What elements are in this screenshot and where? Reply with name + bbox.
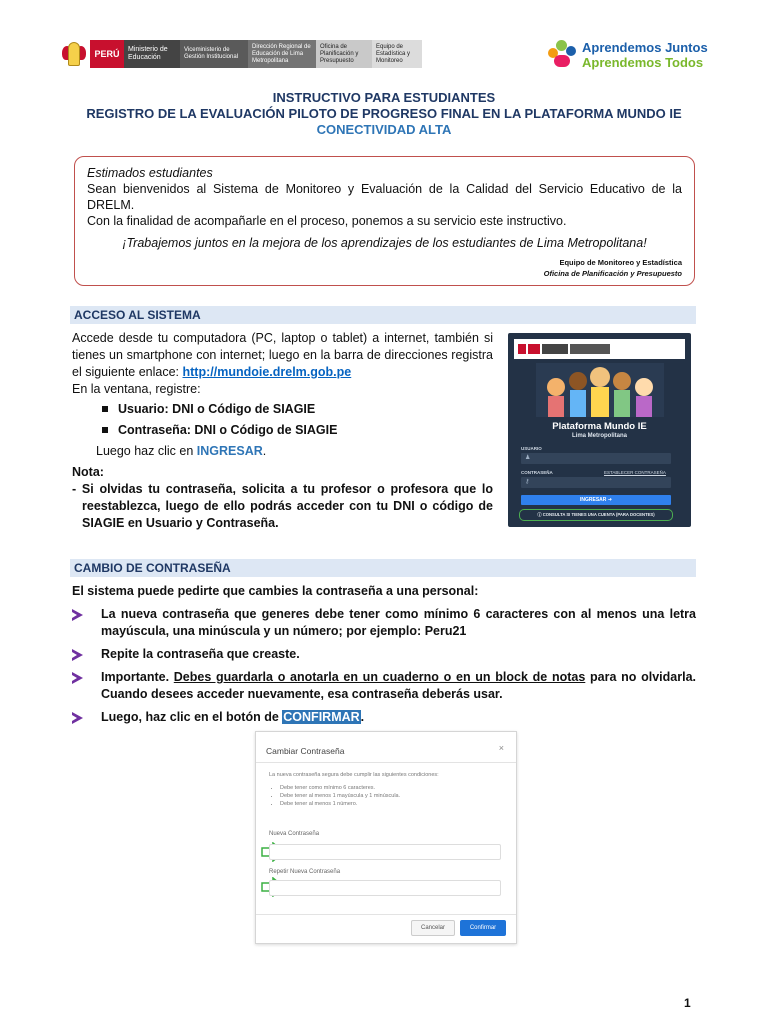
close-icon[interactable]: ×	[498, 743, 504, 753]
oficina-label: Oficina de Planificación y Presupuesto	[316, 40, 372, 68]
welcome-motto: ¡Trabajemos juntos en la mejora de los aprendizajes de los estudiantes de Lima Metropolitana!	[122, 236, 647, 250]
purple-arrow-icon	[72, 672, 83, 684]
repeat-password-input[interactable]	[269, 880, 501, 896]
peru-coat-of-arms-icon	[62, 40, 86, 68]
login-topbar	[514, 339, 685, 359]
dialog-title: Cambiar Contraseña	[266, 746, 345, 756]
item3-label: Importante.	[101, 670, 170, 684]
list-item: • Debe tener al menos 1 mayúscula y 1 minúscula.	[280, 792, 400, 800]
viceministerio-label: Viceministerio de Gestión Institucional	[180, 40, 248, 68]
login-pass-field[interactable]	[521, 477, 671, 488]
credentials-list	[102, 401, 493, 439]
welcome-greeting: Estimados estudiantes	[87, 166, 213, 180]
ingresar-instruction	[96, 443, 493, 460]
ingresar-pre: Luego haz clic en	[96, 444, 197, 458]
title-line-2: REGISTRO DE LA EVALUACIÓN PILOTO DE PROGRESO FINAL EN LA PLATAFORMA MUNDO IE	[86, 106, 682, 121]
list-item	[72, 646, 696, 663]
login-platform-subtitle: Lima Metropolitana	[571, 433, 627, 439]
ingresar-word: INGRESAR	[196, 444, 263, 458]
purple-arrow-icon	[72, 609, 83, 621]
ministerio-label: Ministerio de Educación	[124, 40, 180, 68]
nota-label: Nota:	[72, 465, 104, 479]
purple-arrow-icon	[72, 712, 83, 724]
login-user-field[interactable]	[521, 453, 671, 464]
repeat-password-label: Repetir Nueva Contraseña	[269, 869, 341, 875]
login-pass-label: CONTRASEÑA	[521, 470, 553, 475]
bullet-contrasena: Contraseña: DNI o Código de SIAGIE	[118, 423, 338, 437]
list-item	[72, 669, 696, 703]
item3-underlined: Debes guardarla o anotarla en un cuaderno o en un block de notas	[173, 670, 586, 684]
welcome-box	[74, 156, 695, 286]
title-line-3: CONECTIVIDAD ALTA	[316, 122, 452, 137]
section-heading-acceso: ACCESO AL SISTEMA	[70, 306, 696, 324]
aprendemos-juntos-logo	[548, 38, 714, 72]
cambio-intro: El sistema puede pedirte que cambies la contraseña a una personal:	[72, 584, 479, 598]
item4-pre: Luego, haz clic en el botón de	[101, 710, 283, 724]
login-user-label: USUARIO	[521, 446, 542, 451]
peru-label: PERÚ	[90, 40, 124, 68]
signature-line-2: Oficina de Planificación y Presupuesto	[543, 269, 682, 278]
login-ingresar-button[interactable]: INGRESAR ➜	[521, 495, 671, 505]
acceso-register-label: En la ventana, registre:	[72, 382, 201, 396]
signature-line-1: Equipo de Monitoreo y Estadística	[559, 258, 682, 267]
cambio-content	[72, 583, 696, 732]
section-heading-cambio: CAMBIO DE CONTRASEÑA	[70, 559, 696, 577]
square-bullet-icon	[102, 427, 108, 433]
acceso-content	[72, 330, 493, 532]
ingresar-post: .	[262, 444, 267, 458]
mundoie-link[interactable]: http://mundoie.drelm.gob.pe	[182, 365, 352, 379]
document-titles	[0, 90, 768, 138]
mini-drelm-logo	[570, 344, 610, 354]
welcome-paragraph-1: Sean bienvenidos al Sistema de Monitoreo y Evaluación de la Calidad del Servicio Educativo de la DRELM.	[87, 182, 682, 212]
list-item: • Debe tener como mínimo 6 caracteres.	[280, 784, 400, 792]
change-password-dialog	[255, 731, 517, 944]
mini-peru-logo	[528, 344, 540, 354]
new-password-label: Nueva Contraseña	[269, 831, 320, 837]
list-item: • Debe tener al menos 1 número.	[280, 800, 400, 808]
login-consult-link[interactable]: ⓘ CONSULTA SI TIENES UNA CUENTA (PARA DOCENTES)	[519, 509, 673, 521]
nota-text: - Si olvidas tu contraseña, solicita a tu profesor o profesora que lo reestablezca, luego de ello podrás acceder con tu DNI o código de SIAGIE en Usuario y Contraseña.	[72, 482, 493, 530]
drelm-label: Dirección Regional de Educación de Lima Metropolitana	[248, 40, 316, 68]
cancel-button[interactable]: Cancelar	[411, 920, 455, 936]
brand-line-2: Aprendemos Todos	[582, 55, 704, 70]
children-logo-icon	[548, 40, 578, 70]
login-platform-title: Plataforma Mundo IE	[552, 421, 647, 432]
government-logo-strip	[62, 40, 422, 68]
key-icon: ⚷	[525, 479, 530, 485]
square-bullet-icon	[102, 406, 108, 412]
list-item	[102, 401, 493, 418]
brand-line-1: Aprendemos Juntos	[582, 40, 708, 55]
purple-arrow-icon	[72, 649, 83, 661]
acceso-paragraph	[72, 330, 493, 381]
confirmar-highlight: CONFIRMAR	[283, 710, 360, 724]
welcome-signature	[87, 257, 682, 279]
new-password-input[interactable]	[269, 844, 501, 860]
mini-ministerio-logo	[542, 344, 568, 354]
user-icon: ♟	[525, 455, 531, 461]
item3-post: para no olvidarla. Cuando desees acceder nuevamente, esa contraseña deberás usar.	[101, 670, 696, 701]
item2-text: Repite la contraseña que creaste.	[101, 647, 300, 661]
login-screenshot	[508, 333, 691, 527]
bullet-usuario: Usuario: DNI o Código de SIAGIE	[118, 402, 316, 416]
title-line-1: INSTRUCTIVO PARA ESTUDIANTES	[272, 90, 496, 105]
acceso-paragraph-text: Accede desde tu computadora (PC, laptop o tablet) a internet, también si tienes un smartphone con internet; luego en la barra de direcciones registra el siguiente enlace:	[72, 331, 493, 379]
page-header	[62, 38, 714, 78]
item4-post: .	[360, 710, 365, 724]
dialog-rules-list	[280, 784, 400, 808]
item1-example: Peru21	[424, 624, 467, 638]
list-item	[72, 709, 696, 726]
mini-shield-icon	[518, 344, 526, 354]
dialog-divider	[256, 762, 516, 763]
item1-text: La nueva contraseña que generes debe tener como mínimo 6 caracteres con al menos una letra mayúscula, una minúscula y un número; por ejemplo:	[101, 607, 696, 638]
students-illustration-icon	[536, 363, 664, 417]
dialog-footer-divider	[256, 914, 516, 915]
login-forgot-link[interactable]: ESTABLECER CONTRASEÑA	[604, 470, 666, 475]
page-number: 1	[684, 996, 691, 1010]
equipo-label: Equipo de Estadística y Monitoreo	[372, 40, 422, 68]
list-item	[102, 422, 493, 439]
confirm-button[interactable]: Confirmar	[460, 920, 506, 936]
list-item	[72, 606, 696, 640]
welcome-paragraph-2: Con la finalidad de acompañarle en el proceso, ponemos a su servicio este instructivo.	[87, 214, 567, 228]
dialog-conditions: La nueva contraseña segura debe cumplir las siguientes condiciones:	[269, 772, 439, 778]
